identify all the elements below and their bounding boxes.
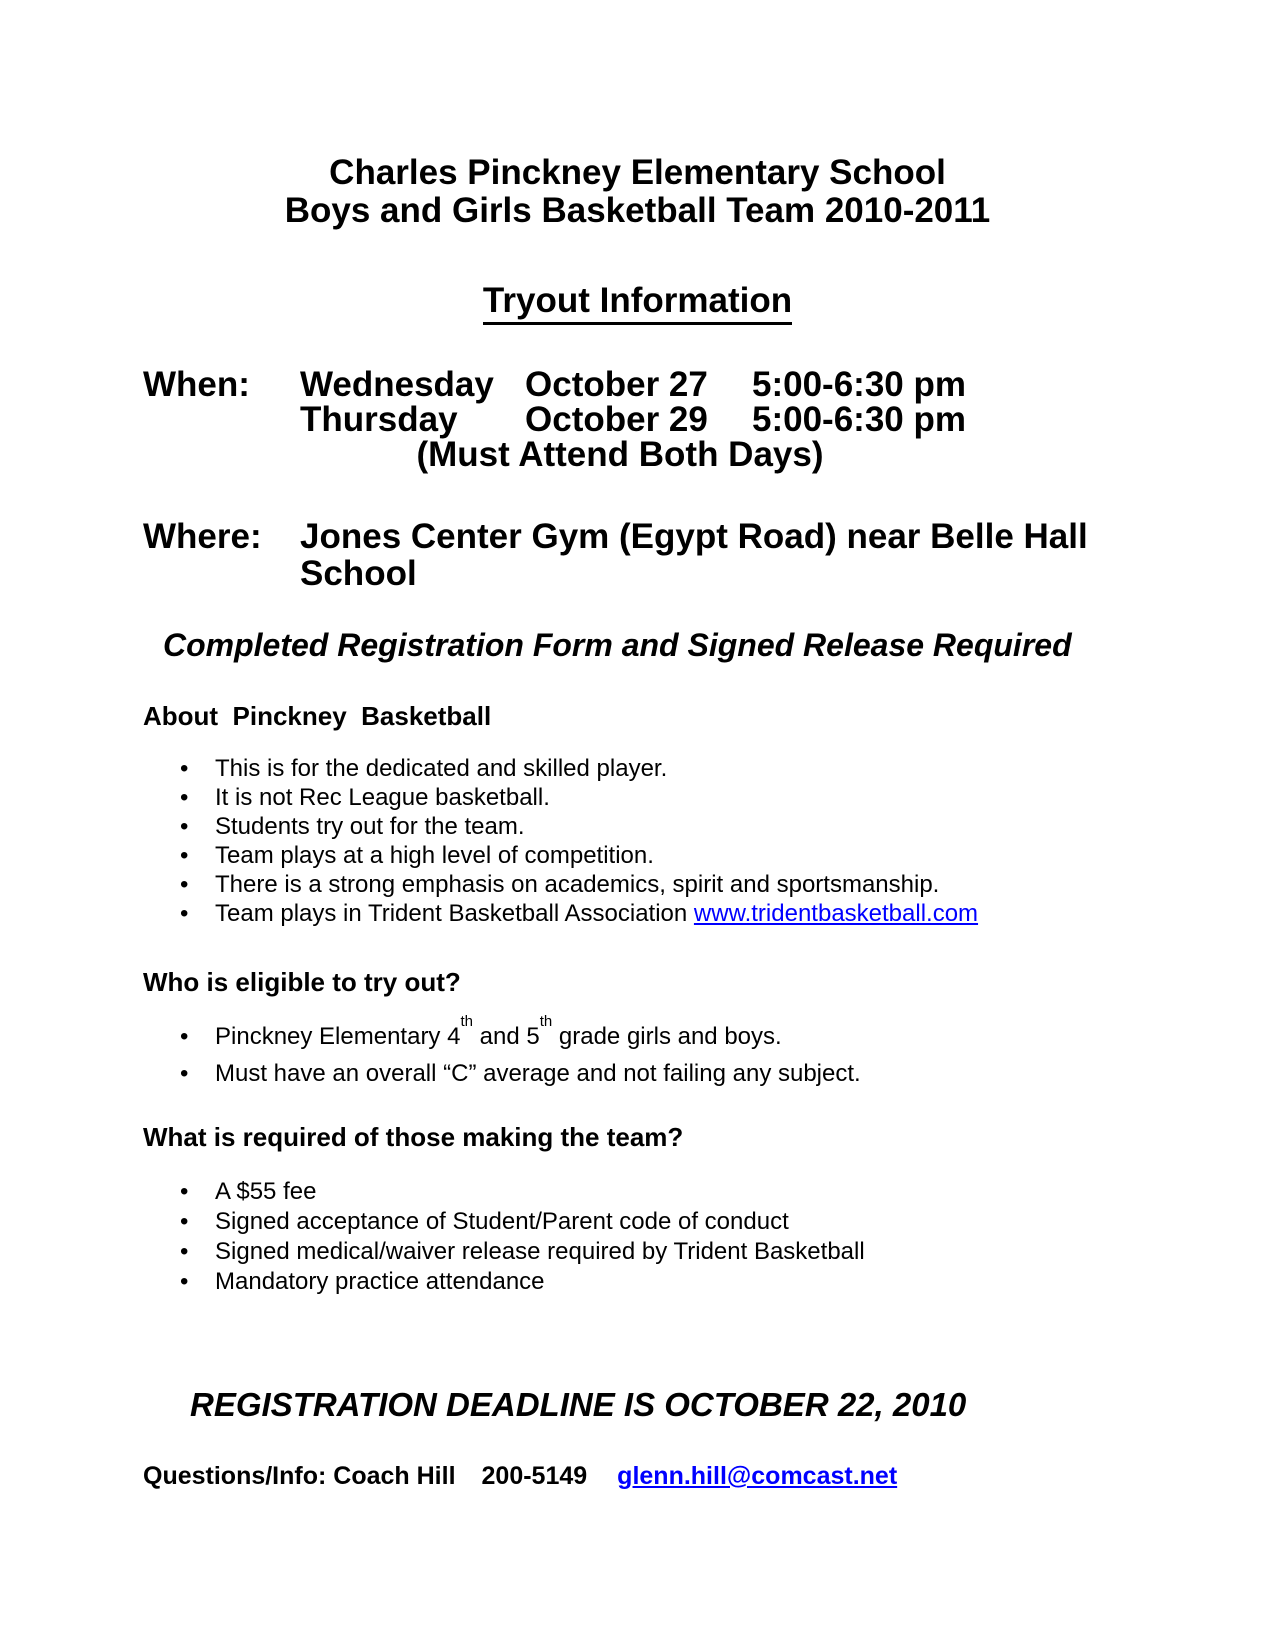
grade-superscript: th	[539, 1013, 553, 1030]
eligibility-grades-text: Pinckney Elementary 4	[215, 1023, 461, 1050]
list-item: • Signed medical/waiver release required by Trident Basketball	[143, 1237, 865, 1267]
session-2-time: 5:00-6:30 pm	[752, 400, 966, 439]
session-1-time: 5:00-6:30 pm	[752, 365, 966, 404]
when-label-spacer	[143, 402, 300, 437]
list-item: • Signed acceptance of Student/Parent code of conduct	[143, 1207, 865, 1237]
document-title	[143, 154, 1132, 230]
contact-phone: 200-5149	[481, 1462, 588, 1490]
when-label: When:	[143, 365, 250, 404]
list-item: • Students try out for the team.	[143, 812, 978, 841]
list-item	[143, 1013, 861, 1055]
session-2-date: October 29	[525, 400, 708, 439]
contact-email-link[interactable]: glenn.hill@comcast.net	[617, 1462, 898, 1490]
list-item: • This is for the dedicated and skilled player.	[143, 754, 978, 783]
where-value: Jones Center Gym (Egypt Road) near Belle Hall School	[300, 517, 1088, 593]
session-1-date: October 27	[525, 365, 708, 404]
contact-info	[143, 1461, 897, 1491]
list-item: • Team plays at a high level of competition.	[143, 841, 978, 870]
eligibility-grades-text: and 5	[472, 1023, 540, 1050]
where-section	[143, 518, 1100, 592]
about-heading: About Pinckney Basketball	[143, 701, 492, 731]
registration-requirement-banner: Completed Registration Form and Signed Release Required	[163, 627, 1072, 663]
team-name: Boys and Girls Basketball Team 2010-2011	[284, 191, 991, 230]
list-item: • There is a strong emphasis on academics, spirit and sportsmanship.	[143, 870, 978, 899]
when-row-1	[143, 367, 966, 402]
eligibility-bullet-list	[143, 1013, 861, 1092]
trident-association-text: Team plays in Trident Basketball Association	[215, 900, 694, 927]
list-item: • It is not Rec League basketball.	[143, 783, 978, 812]
tryout-information-heading	[143, 281, 1132, 325]
tryout-information-text: Tryout Information	[483, 281, 792, 325]
where-label: Where:	[143, 517, 262, 556]
trident-basketball-link[interactable]: www.tridentbasketball.com	[693, 900, 979, 927]
list-item	[143, 899, 978, 928]
list-item: • Mandatory practice attendance	[143, 1267, 865, 1297]
list-item: • A $55 fee	[143, 1177, 865, 1207]
requirements-bullet-list	[143, 1177, 865, 1297]
when-row-2	[143, 402, 966, 437]
about-bullet-list	[143, 754, 978, 928]
contact-label: Questions/Info: Coach Hill	[143, 1462, 456, 1490]
eligibility-heading: Who is eligible to try out?	[143, 967, 461, 997]
school-name: Charles Pinckney Elementary School	[329, 153, 946, 192]
attendance-note: (Must Attend Both Days)	[416, 435, 824, 474]
eligibility-grades-text: grade girls and boys.	[552, 1023, 782, 1050]
requirements-heading: What is required of those making the team?	[143, 1122, 684, 1152]
when-section	[143, 367, 966, 472]
session-1-day: Wednesday	[300, 365, 494, 404]
registration-deadline-banner: REGISTRATION DEADLINE IS OCTOBER 22, 2010	[190, 1386, 967, 1423]
list-item: • Must have an overall “C” average and not failing any subject.	[143, 1055, 861, 1092]
grade-superscript: th	[460, 1013, 473, 1030]
session-2-day: Thursday	[300, 400, 458, 439]
